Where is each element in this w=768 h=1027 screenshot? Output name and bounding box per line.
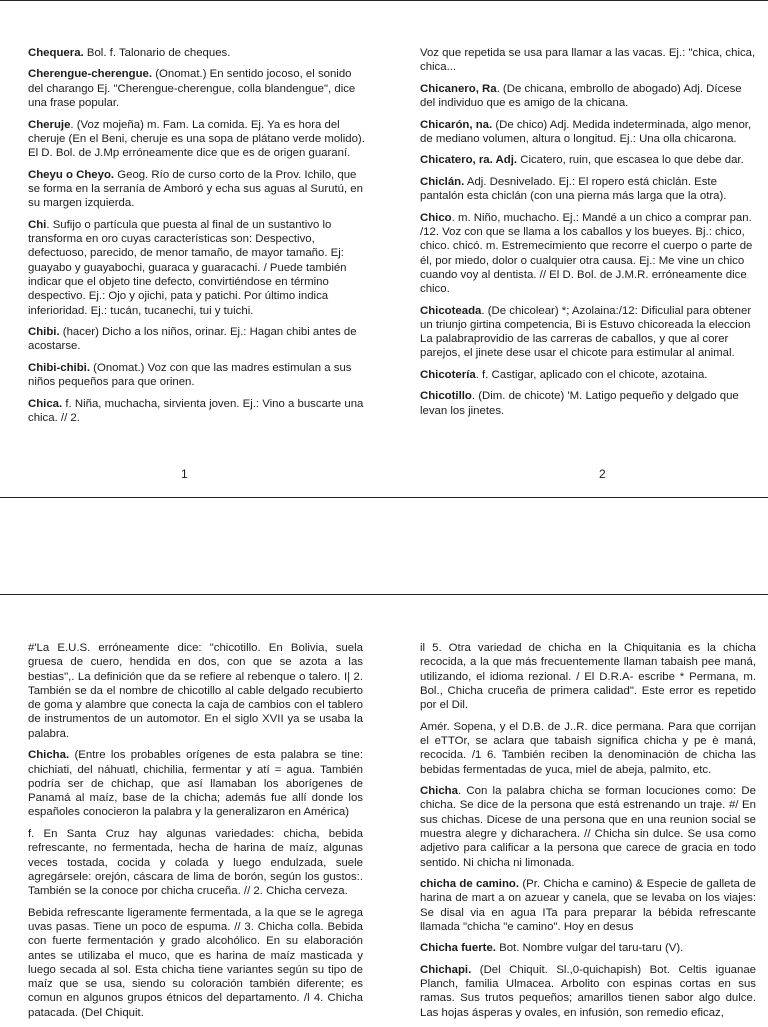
page4-column [420,641,756,1027]
page-number-1: 1 [181,467,188,481]
page-divider-rule-lower [0,594,768,595]
entry-chicatero: Chicatero, ra. Adj. Cicatero, ruin, que escasea lo que debe dar. [420,154,744,167]
entry-chicha-fuerte: Chicha fuerte. Bot. Nombre vulgar del taru-taru (V). [420,942,684,955]
entry-chico: Chico. m. Niño, muchacho. Ej.: Mandé a un chico a comprar pan. /12. Voz con que se llama a los caballos y los bueyes. Bj.: chico, chico. chicó. m. Estremecimiento que recorre el cuerpo o parte de él, por miedo, dolor o cualquier otra causa. Ej.: Me vine un chico cuando voy al dentista. // El D. Bol. de J.M.R. erróneamente dice chico. [420,211,753,296]
entry-chicha-beverage: Bebida refrescante ligeramente fermentada, a la que se le agrega uvas pasas. Tiene un poco de espuma. // 3. Chicha colla. Bebida con fuerte fermentación y grado alcohólico. En su elaboración antes se utilizaba el muco, que es harina de maíz masticada y luego secada al sol. Esta chicha tiene variantes según su tipo de maíz que se usa, siendo su coloración también diferente; es comun en algunos grupos étnicos del departamento. /l 4. Chicha patacada. (Del Chiquit. [28,906,363,1019]
entry-chica: Chica. f. Niña, muchacha, sirvienta joven. Ej.: Vino a buscarte una chica. // 2. [28,397,364,424]
entry-chica-cont: Voz que repetida se usa para llamar a las vacas. Ej.: "chica, chica, chica... [420,47,756,74]
entry-chichapi: Chichapi. (Del Chiquit. Sl.,0-quichapish) Bot. Celtis iguanae Planch, familia Ulmacea. Arbolito con espinas cortas en sus ramas. Sus trutos pequeños; amarillos tienen sabor algo dulce. Las hojas ásperas y ovales, en infusión, son remedio eficaz, [420,963,756,1019]
entry-chicha-varieties: f. En Santa Cruz hay algunas variedades: chicha, bebida refrescante, no fermentada, hecha de harina de maíz, algunas veces tostada, cocida y colada y luego endulzada, suele agregársele: orejón, cáscara de lima de borón, según los gustos:. También se la conoce por chicha cruceña. // 2. Chicha cerveza. [28,827,363,898]
entry-chicanero: Chicanero, Ra. (De chicana, embrollo de abogado) Adj. Dícese del individuo que es amigo de la chicana. [420,82,742,110]
page1-column [28,46,365,432]
page-top-rule [0,0,768,1]
entry-chicoteada: Chicoteada. (De chicolear) *; Azolaina:/12: Dificulial para obtener un triunjo girtina competencia, Bi is Estuvo chicoreada la eleccion La palabraprovidio de las carreras de caballos, y que al corer parejos, el jinete dese usar el chicote para estimular al animal. [420,304,752,360]
entry-cheruje: Cheruje. (Voz mojeña) m. Fam. La comida. Ej. Ya es hora del cheruje (En el Beni, cheruje es una sopa de plátano verde molido). El D. Bol. de J.Mp erróneamente dice que es de origen guaraní. [28,118,365,160]
entry-cherengue: Cherengue-cherengue. (Onomat.) En sentido jocoso, el sonido del charango Ej. "Cherengue-cherengue, colla blandengue", dice una frase popular. [28,68,356,110]
entry-chicotillo-cont: #'La E.U.S. erróneamente dice: "chicotillo. En Bolivia, suela gruesa de cuero, hendida en dos, con que se azota a las bestias",. La definición que da se refiere al rebenque o talero. I| 2. También se da el nombre de chicotillo al cable delgado recubierto de goma y alambre que conecta la caja de cambios con el tablero de instrumentos de un automotor. En el siglo XVII ya se usaba la palabra. [28,642,363,740]
entry-chicha-de-camino: chicha de camino. (Pr. Chicha e camino) & Especie de galleta de harina de mart a on azuear y canela, que se levaba on los viajes: Se disal via en agua ITa para preparar la bébida refrescante llamada "chicha "e camino". Hoy en desus [420,878,756,933]
page-number-2: 2 [599,467,606,481]
entry-chibi-chibi: Chibi-chibi. (Onomat.) Voz con que las madres estimulan a sus niños pequeños para que orinen. [28,361,352,389]
entry-chiclan: Chiclán. Adj. Desnivelado. Ej.: El ropero está chiclán. Este pantalón esta chiclán (con una pierna más larga que la otra). [420,175,727,203]
page2-column [420,46,758,425]
page3-column [28,641,363,1027]
entry-chicaron: Chicarón, na. (De chico) Adj. Medida indeterminada, algo menor, de mediano volumen, altura o longitud. Ej.: Una olla chicarona. [420,118,752,145]
page-divider-rule [0,497,768,498]
entry-chibi: Chibi. (hacer) Dicho a los niños, orinar. Ej.: Hagan chibi antes de acostarse. [28,325,357,353]
entry-chequera: Chequera. Bol. f. Talonario de cheques. [28,47,231,59]
entry-chicoteria: Chicotería. f. Castigar, aplicado con el chicote, azotaina. [420,368,708,381]
entry-chicha: Chicha. (Entre los probables orígenes de esta palabra se tine: chichiati, del náhuatl, chichilia, fermentar y atí = agua. También podría ser de chichap, que así llamaban los aborígenes de Panamá al maíz, base de la chicha; además fue allí donde los españoles conocieron la palabra y la generalizaron en América) [28,749,363,819]
entry-chicha-permana: Amér. Sopena, y el D.B. de J..R. dice permana. Para que corrijan el eTTOr, se aclara que tabaish significa chicha y pe è maná, recocida. /1 6. También reciben la denominación de chicha las bebidas fermentadas de yuca, miel de abeja, palmito, etc. [420,720,756,776]
entry-chicha-locuciones: Chicha. Con la palabra chicha se forman locuciones como: De chicha. Se dice de la persona que está estrenando un traje. #/ En sus chichas. Dicese de una persona que en una reunion social se muestra alegre y dicharachera. // Chicha sin dulce. Se usa como adjetivo para calificar a la persona que carece de gracia en todo sentido. Ni chicha ni limonada. [420,785,756,869]
entry-chicha-recocida: il 5. Otra variedad de chicha en la Chiquitania es la chicha recocida, a la que más frecuentemente llaman tabaish pee maná, utilizando, el idioma rezional. / El D.R.A- escribe * Permana, m. Bol., Chicha cruceña de primera calidad". Este error es repetido por el Dil. [420,642,756,712]
entry-cheyu: Cheyu o Cheyo. Geog. Río de curso corto de la Prov. Ichilo, que se forma en la serranía de Amboró y echa sus aguas al Surutú, en su margen izquierda. [28,168,363,210]
entry-chi: Chi. Sufijo o partícula que puesta al final de un sustantivo lo transforma en oro cuyas características son: Despectivo, defectuoso, parecido, de menor tamaño, de mayor tamaño. Ej: guayabo y guayabochi, guaraca y guaracachi. / Puede también indicar que el objeto tine defecto, convirtiéndose en término despectivo. Ej.: Ojo y ojichi, pata y patichi. Por último indica inferioridad. Ej.: tucán, tucanechi, tui y tuichi. [28,218,347,317]
entry-chicotillo: Chicotillo. (Dim. de chicote) 'M. Latigo pequeño y delgado que levan los jinetes. [420,390,739,417]
